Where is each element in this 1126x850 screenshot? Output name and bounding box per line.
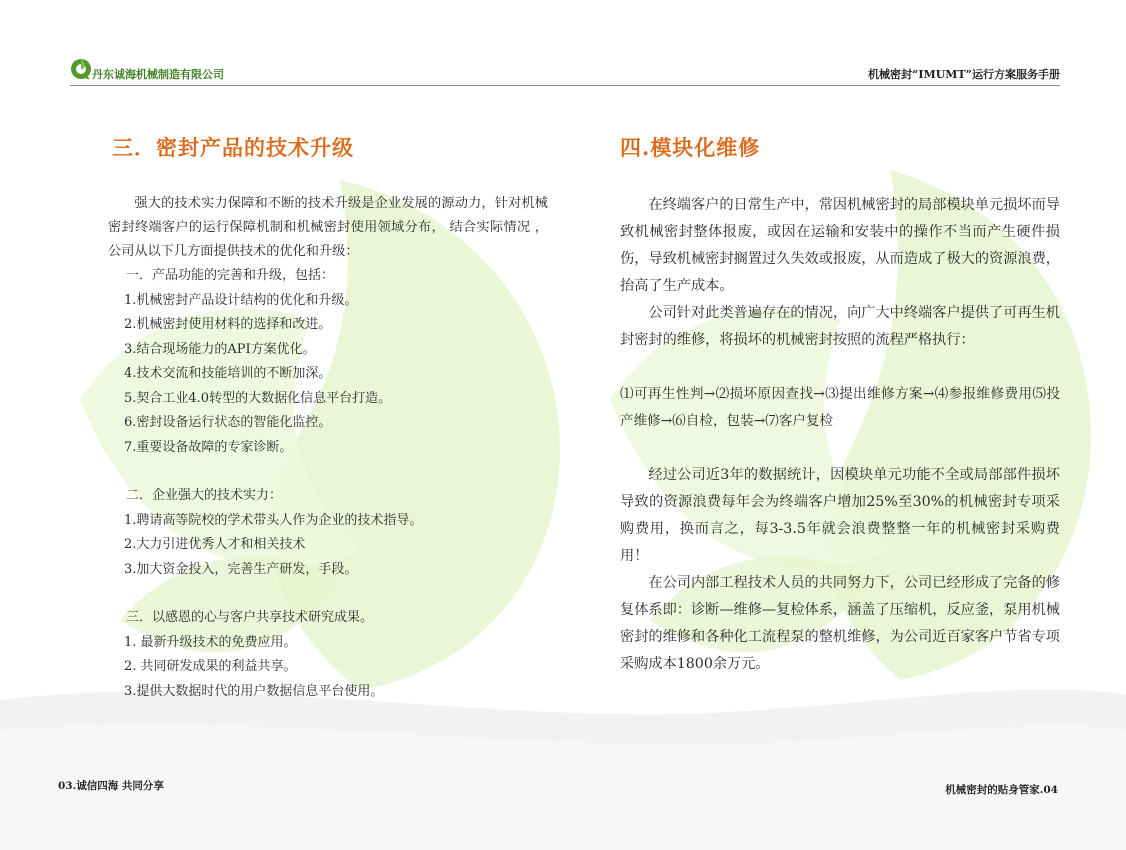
company-name: 丹东诚海机械制造有限公司 bbox=[92, 68, 224, 81]
group1-heading: 一．产品功能的完善和升级，包括： bbox=[126, 268, 335, 283]
list-item: 3.提供大数据时代的用户数据信息平台使用。 bbox=[124, 683, 384, 699]
list-item: 1. 最新升级技术的免费应用。 bbox=[124, 634, 297, 650]
list-item: 4.技术交流和技能培训的不断加深。 bbox=[124, 366, 332, 381]
list-item: 1.聘请高等院校的学术带头人作为企业的技术指导。 bbox=[124, 512, 423, 528]
spacer bbox=[108, 460, 548, 484]
list-item: 6.密封设备运行状态的智能化监控。 bbox=[124, 415, 332, 430]
paragraph: 在公司内部工程技术人员的共同努力下，公司已经形成了完备的修复体系即：诊断—维修—复检体系，涵盖了压缩机，反应釜，泵用机械密封的维修和各种化工流程泵的整机维修，为公司近百家客户节省专项采购成本1800余万元。 bbox=[620, 575, 1060, 672]
footer-page-right: 机械密封的贴身管家.04 bbox=[945, 784, 1058, 796]
list-item: 3.加大资金投入，完善生产研发，手段。 bbox=[124, 561, 358, 577]
footer-page-left: 03.诚信四海 共同分享 bbox=[58, 780, 164, 792]
spacer bbox=[108, 582, 548, 606]
header-divider bbox=[70, 85, 1060, 86]
list-item: 5.契合工业4.0转型的大数据化信息平台打造。 bbox=[124, 390, 392, 406]
list-item: 2. 共同研发成果的利益共享。 bbox=[124, 659, 297, 674]
right-column bbox=[620, 132, 1060, 678]
intro-paragraph: 强大的技术实力保障和不断的技术升级是企业发展的源动力，针对机械密封终端客户的运行保障机制和机械密封使用领域分布， 结合实际情况 ，公司从以下几方面提供技术的优化和升级： bbox=[108, 196, 548, 259]
paragraph: 在终端客户的日常生产中，常因机械密封的局部模块单元损坏而导致机械密封整体报废，或因在运输和安装中的操作不当而产生硬件损伤，导致机械密封搁置过久失效或报废，从而造成了极大的资源浪费，抬高了生产成本。 bbox=[620, 197, 1060, 294]
paragraph: 公司针对此类普遍存在的情况，向广大中终端客户提供了可再生机封密封的维修，将损坏的机械密封按照的流程严格执行： bbox=[620, 305, 1060, 348]
group2-heading: 二．企业强大的技术实力： bbox=[126, 488, 283, 503]
left-column bbox=[108, 132, 548, 704]
paragraph: 经过公司近3年的数据统计，因模块单元功能不全或局部部件损坏导致的资源浪费每年会为终端客户增加25%至30%的机械密封专项采购费用，换而言之，每3-3.5年就会浪费整整一年的机械密封采购费用！ bbox=[620, 467, 1060, 564]
repair-flow-steps: ⑴可再生性判→⑵损坏原因查找→⑶提出维修方案→⑷参报维修费用⑸投产维修→⑹自检，包装→⑺客户复检 bbox=[620, 386, 1060, 429]
spacer bbox=[620, 354, 1060, 381]
manual-title: 机械密封“IMUMT”运行方案服务手册 bbox=[868, 68, 1060, 81]
company-logo-icon bbox=[70, 58, 92, 80]
list-item: 2.机械密封使用材料的选择和改进。 bbox=[124, 317, 332, 332]
spacer bbox=[620, 435, 1060, 462]
list-item: 7.重要设备故障的专家诊断。 bbox=[124, 439, 293, 455]
list-item: 3.结合现场能力的API方案优化。 bbox=[124, 341, 316, 357]
section-title-modular-repair: 四.模块化维修 bbox=[620, 135, 761, 160]
page-header bbox=[70, 58, 1060, 88]
section-title-tech-upgrade: 三．密封产品的技术升级 bbox=[112, 135, 354, 160]
list-item: 1.机械密封产品设计结构的优化和升级。 bbox=[124, 292, 358, 308]
group3-heading: 三．以感恩的心与客户共享技术研究成果。 bbox=[126, 610, 374, 625]
list-item: 2.大力引进优秀人才和相关技术 bbox=[124, 537, 306, 552]
